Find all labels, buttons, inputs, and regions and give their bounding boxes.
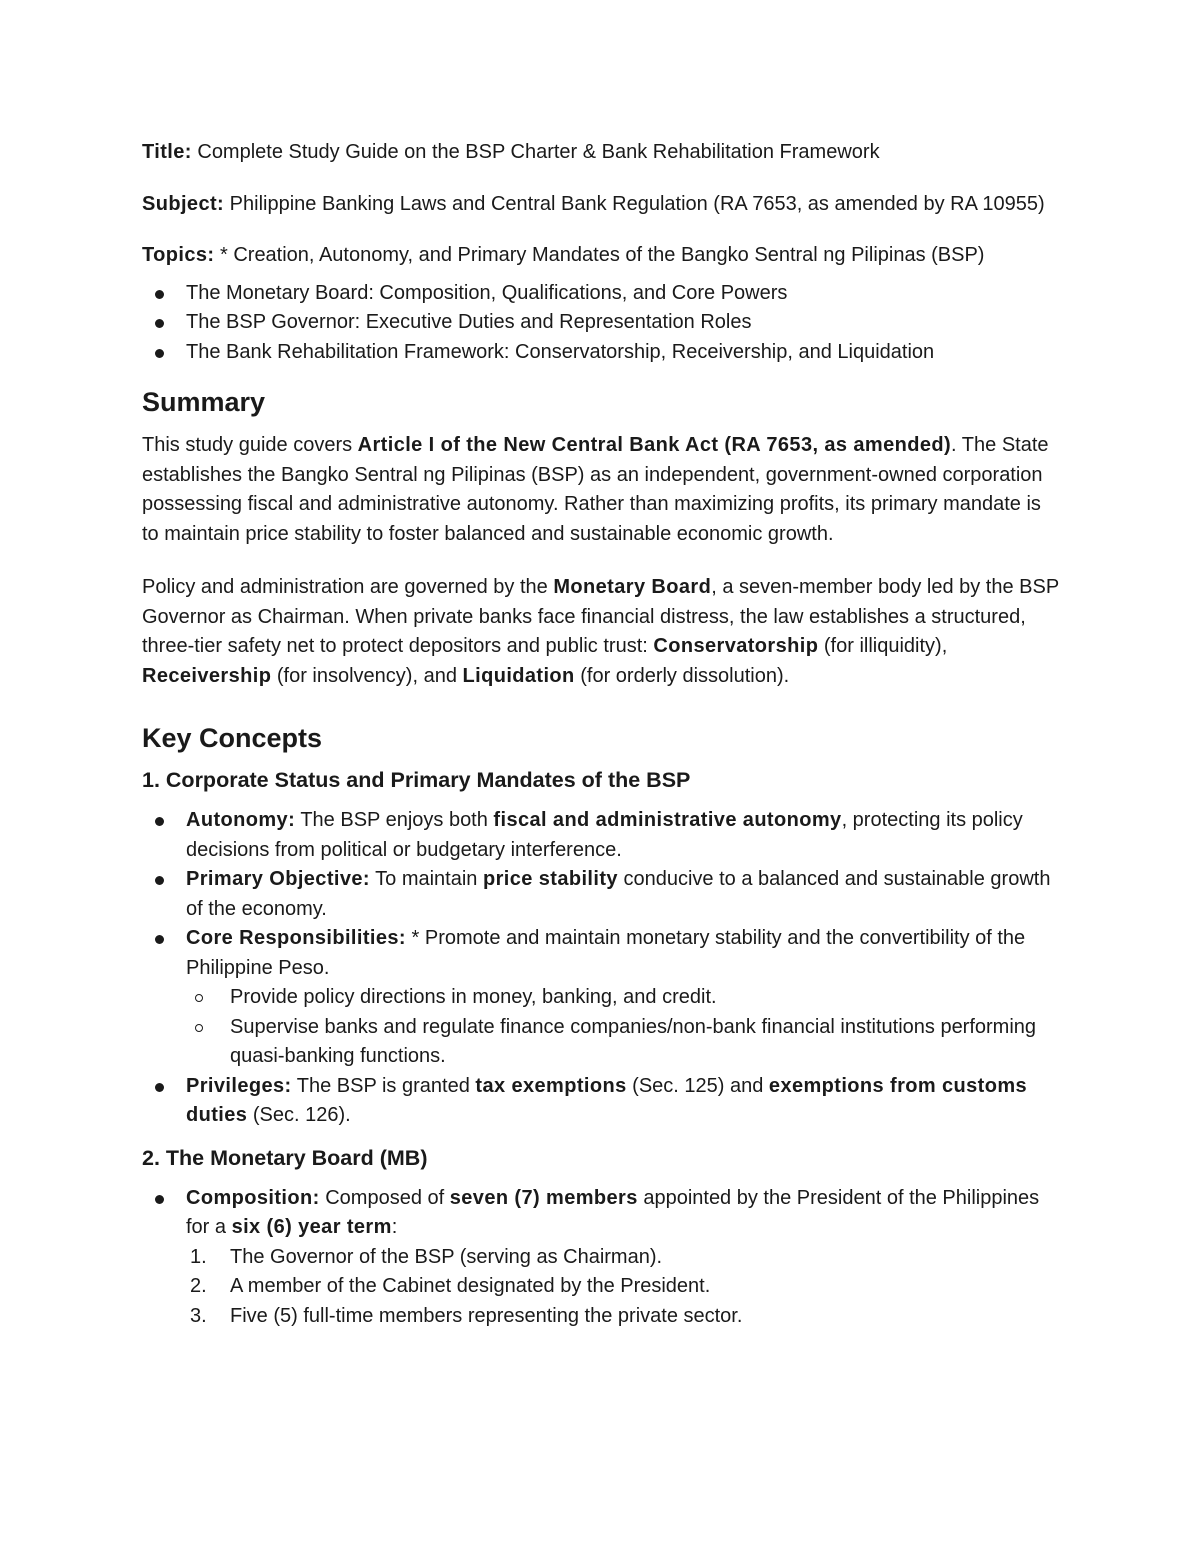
- list-item-privileges: Privileges: The BSP is granted tax exemptions (Sec. 125) and exemptions from customs duties (Sec. 126).: [142, 1072, 1062, 1131]
- responsibilities-sublist: [186, 983, 1062, 1072]
- bullet-icon: [155, 1195, 164, 1204]
- title-value: Complete Study Guide on the BSP Charter & Bank Rehabilitation Framework: [191, 141, 880, 163]
- bullet-icon: [155, 935, 164, 944]
- numbered-item: 1. The Governor of the BSP (serving as Chairman).: [190, 1245, 663, 1268]
- topics-label: Topics:: [142, 244, 215, 266]
- summary-heading: Summary: [142, 387, 266, 417]
- list-item-composition: Composition: Composed of seven (7) members appointed by the President of the Philippines for a six (6) year term: 1. The Governor of the BSP (serving as Chairman). 2. A member of the Cabinet designated by the President. 3. Five (5) full-time members representing the private sector.: [142, 1184, 1062, 1332]
- bullet-icon: [155, 319, 164, 328]
- topics-value: * Creation, Autonomy, and Primary Mandates of the Bangko Sentral ng Pilipinas (BSP): [214, 244, 985, 266]
- topics-line: [142, 241, 1062, 271]
- circle-bullet-icon: [195, 1024, 203, 1032]
- circle-bullet-icon: [195, 994, 203, 1002]
- bullet-icon: [155, 1083, 164, 1092]
- sub-list-item: Supervise banks and regulate finance companies/non-bank financial institutions performing quasi-banking functions.: [186, 1013, 1062, 1072]
- sub-list-item: Provide policy directions in money, banking, and credit.: [186, 983, 1062, 1013]
- list-item-objective: Primary Objective: To maintain price stability conducive to a balanced and sustainable growth of the economy.: [142, 865, 1062, 924]
- list-item: The BSP Governor: Executive Duties and Representation Roles: [142, 308, 1062, 338]
- numbered-item: 2. A member of the Cabinet designated by the President.: [190, 1275, 711, 1297]
- list-item: The Monetary Board: Composition, Qualifications, and Core Powers: [142, 279, 1062, 309]
- subject-line: [142, 190, 1062, 220]
- numbered-item: 3. Five (5) full-time members representing the private sector.: [190, 1304, 743, 1327]
- list-item: The Bank Rehabilitation Framework: Conservatorship, Receivership, and Liquidation: [142, 338, 1062, 368]
- section-2-heading: 2. The Monetary Board (MB): [142, 1145, 428, 1170]
- bullet-icon: [155, 817, 164, 826]
- title-line: [142, 138, 1062, 168]
- members-numbered-list: [186, 1243, 1062, 1332]
- bullet-icon: [155, 290, 164, 299]
- section-2-list: [142, 1184, 1062, 1332]
- bullet-icon: [155, 876, 164, 885]
- subject-value: Philippine Banking Laws and Central Bank Regulation (RA 7653, as amended by RA 10955): [224, 192, 1045, 215]
- topics-list: [142, 279, 1062, 368]
- summary-paragraph-1: This study guide covers Article I of the New Central Bank Act (RA 7653, as amended). The State establishes the Bangko Sentral ng Pilipinas (BSP) as an independent, government-owned corporation possessing fiscal and administrative autonomy. Rather than maximizing profits, its primary mandate is to maintain price stability to foster balanced and sustainable economic growth.: [142, 434, 1049, 545]
- document-page: [142, 138, 1062, 1331]
- summary-paragraph-2: Policy and administration are governed by the Monetary Board, a seven-member body led by the BSP Governor as Chairman. When private banks face financial distress, the law establishes a structured, three-tier safety net to protect depositors and public trust: Conservatorship (for illiquidity), Receivership (for insolvency), and Liquidation (for orderly dissolution).: [142, 576, 1059, 687]
- title-label: Title:: [142, 141, 192, 163]
- bullet-icon: [155, 349, 164, 358]
- key-concepts-heading: Key Concepts: [142, 723, 323, 753]
- list-item-responsibilities: Core Responsibilities: * Promote and maintain monetary stability and the convertibility of the Philippine Peso. Provide policy directions in money, banking, and credit. Supervise banks and regulate finance companies/non-bank financial institutions performing quasi-banking functions.: [142, 924, 1062, 1072]
- section-1-list: [142, 806, 1062, 1131]
- subject-label: Subject:: [142, 192, 225, 215]
- section-1-heading: 1. Corporate Status and Primary Mandates of the BSP: [142, 768, 691, 792]
- list-item-autonomy: Autonomy: The BSP enjoys both fiscal and administrative autonomy, protecting its policy decisions from political or budgetary interference.: [142, 806, 1062, 865]
